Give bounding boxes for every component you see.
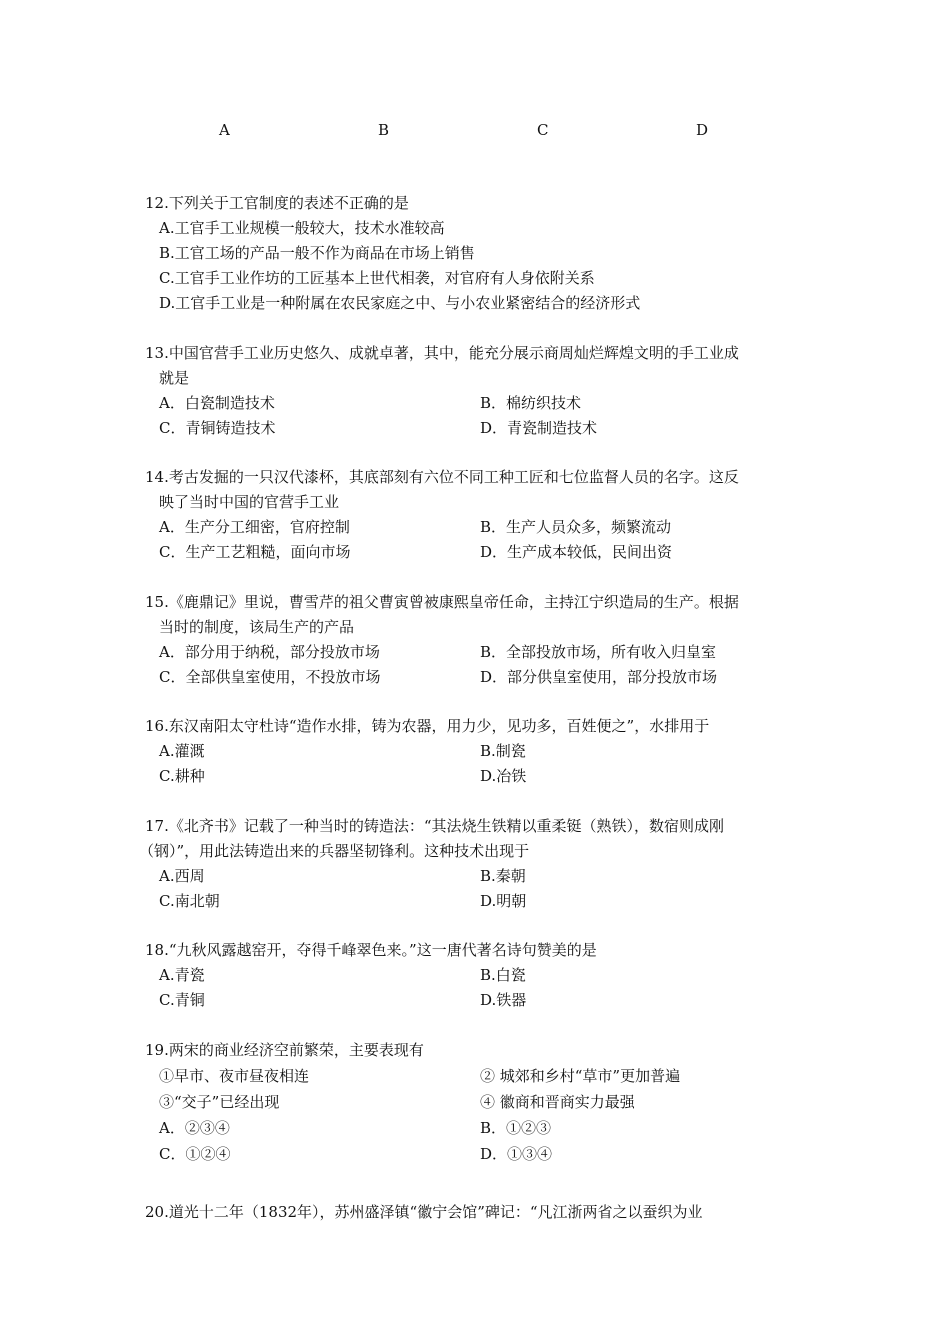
option-c: C．全部供皇室使用，不投放市场 <box>159 668 381 686</box>
option-b: B．①②③ <box>480 1119 552 1137</box>
image-option-label-c: C <box>537 121 549 139</box>
option-c: C．青铜铸造技术 <box>159 419 276 437</box>
question-17 <box>139 814 815 914</box>
question-stem-line-1: 17.《北齐书》记载了一种当时的铸造法：“其法烧生铁精以重柔铤（熟铁），数宿则成刚 <box>145 817 725 835</box>
option-a: A．部分用于纳税，部分投放市场 <box>159 643 380 661</box>
image-option-label-a: A <box>219 121 230 139</box>
option-c: C．①②④ <box>159 1145 231 1163</box>
image-option-label-d: D <box>696 121 709 139</box>
option-b: B.制瓷 <box>480 742 526 760</box>
option-a: A．②③④ <box>159 1119 230 1137</box>
option-d: D．生产成本较低，民间出资 <box>480 543 673 561</box>
question-stem-line-1: 14.考古发掘的一只汉代漆杯，其底部刻有六位不同工种工匠和七位监督人员的名字。这反 <box>145 468 739 486</box>
option-b: B.秦朝 <box>480 867 526 885</box>
question-stem: 12.下列关于工官制度的表述不正确的是 <box>145 194 409 212</box>
question-20 <box>145 1200 815 1225</box>
option-d: D．部分供皇室使用，部分投放市场 <box>480 668 718 686</box>
question-stem: 20.道光十二年（1832年），苏州盛泽镇“徽宁会馆”碑记：“凡江浙两省之以蚕织为业 <box>145 1203 703 1221</box>
question-12 <box>145 191 815 316</box>
option-d: D.明朝 <box>480 892 527 910</box>
question-18 <box>145 938 815 1013</box>
question-stem-line-2: 就是 <box>159 369 190 387</box>
statement-3: ③“交子”已经出现 <box>159 1093 280 1111</box>
question-stem-line-2: 映了当时中国的官营手工业 <box>159 493 340 511</box>
question-stem: 16.东汉南阳太守杜诗“造作水排，铸为农器，用力少，见功多，百姓便之”，水排用于 <box>145 717 710 735</box>
option-b: B.白瓷 <box>480 966 526 984</box>
question-19 <box>145 1038 815 1167</box>
option-b: B．生产人员众多，频繁流动 <box>480 518 672 536</box>
option-c: C．生产工艺粗糙，面向市场 <box>159 543 351 561</box>
option-a: A.西周 <box>159 867 205 885</box>
option-c: C.青铜 <box>159 991 205 1009</box>
option-b: B．棉纺织技术 <box>480 394 582 412</box>
question-stem-line-2: 当时的制度，该局生产的产品 <box>159 618 355 636</box>
option-a: A．白瓷制造技术 <box>159 394 275 412</box>
statement-2: ② 城郊和乡村“草市”更加普遍 <box>480 1067 681 1085</box>
statement-4: ④ 徽商和晋商实力最强 <box>480 1093 635 1111</box>
statement-1: ①早市、夜市昼夜相连 <box>159 1067 310 1085</box>
question-15 <box>145 590 815 690</box>
question-stem-line-1: 15.《鹿鼎记》里说，曹雪芹的祖父曹寅曾被康熙皇帝任命，主持江宁织造局的生产。根据 <box>145 593 739 611</box>
option-a: A．生产分工细密，官府控制 <box>159 518 350 536</box>
image-option-label-b: B <box>378 121 390 139</box>
question-16 <box>145 714 815 789</box>
question-14 <box>145 465 815 565</box>
option-c: C.南北朝 <box>159 892 220 910</box>
question-stem: 18.“九秋风露越窑开，夺得千峰翠色来。”这一唐代著名诗句赞美的是 <box>145 941 597 959</box>
question-13 <box>145 341 815 441</box>
option-d: D.工官手工业是一种附属在农民家庭之中、与小农业紧密结合的经济形式 <box>159 294 641 312</box>
option-c: C.耕种 <box>159 767 205 785</box>
option-a: A.工官手工业规模一般较大，技术水准较高 <box>159 219 445 237</box>
image-option-labels <box>0 118 950 143</box>
question-stem-line-1: 13.中国官营手工业历史悠久、成就卓著，其中，能充分展示商周灿烂辉煌文明的手工业成 <box>145 344 739 362</box>
option-c: C.工官手工业作坊的工匠基本上世代相袭，对官府有人身依附关系 <box>159 269 595 287</box>
question-stem-line-2: （钢）”，用此法铸造出来的兵器坚韧锋利。这种技术出现于 <box>139 842 530 860</box>
option-a: A.青瓷 <box>159 966 205 984</box>
option-a: A.灌溉 <box>159 742 205 760</box>
option-d: D．青瓷制造技术 <box>480 419 598 437</box>
option-d: D.铁器 <box>480 991 527 1009</box>
option-d: D．①③④ <box>480 1145 553 1163</box>
option-d: D.冶铁 <box>480 767 527 785</box>
option-b: B.工官工场的产品一般不作为商品在市场上销售 <box>159 244 475 262</box>
option-b: B．全部投放市场，所有收入归皇室 <box>480 643 717 661</box>
question-stem: 19.两宋的商业经济空前繁荣，主要表现有 <box>145 1041 424 1059</box>
